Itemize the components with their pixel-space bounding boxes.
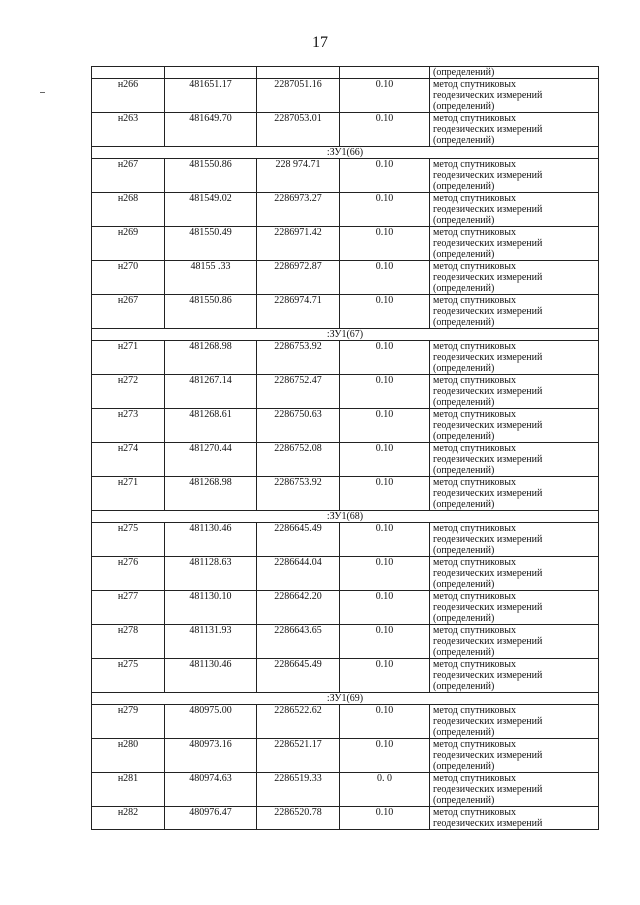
method-line: геодезических измерений	[433, 238, 543, 249]
accuracy: 0.10	[340, 807, 430, 830]
table-row	[92, 625, 599, 659]
method-line: геодезических измерений	[433, 124, 543, 135]
method-line: геодезических измерений	[433, 272, 543, 283]
accuracy: 0.10	[340, 375, 430, 409]
method-line: метод спутниковых	[433, 523, 516, 534]
method-line: геодезических измерений	[433, 784, 543, 795]
y-coordinate: 2287053.01	[257, 113, 340, 147]
y-coordinate: 2286752.47	[257, 375, 340, 409]
method-cell	[430, 659, 599, 693]
x-coordinate: 480975.00	[165, 705, 257, 739]
point-id: н280	[92, 739, 165, 773]
x-coordinate: 480973.16	[165, 739, 257, 773]
method-line: метод спутниковых	[433, 261, 516, 272]
y-coordinate: 2286522.62	[257, 705, 340, 739]
y-coordinate: 2286645.49	[257, 523, 340, 557]
method-line: геодезических измерений	[433, 716, 543, 727]
point-id: н272	[92, 375, 165, 409]
table-row	[92, 443, 599, 477]
y-coordinate: 2286643.65	[257, 625, 340, 659]
point-id: н278	[92, 625, 165, 659]
y-coordinate: 2286521.17	[257, 739, 340, 773]
method-line: геодезических измерений	[433, 386, 543, 397]
method-line: (определений)	[433, 681, 495, 692]
x-coordinate: 481651.17	[165, 79, 257, 113]
y-coordinate: 2286974.71	[257, 295, 340, 329]
method-cell	[430, 591, 599, 625]
method-line: геодезических измерений	[433, 306, 543, 317]
table-row	[92, 773, 599, 807]
method-line: (определений)	[433, 317, 495, 328]
x-coordinate: 481130.10	[165, 591, 257, 625]
y-coordinate: 2286752.08	[257, 443, 340, 477]
table-row	[92, 739, 599, 773]
x-coordinate: 481268.61	[165, 409, 257, 443]
method-line: (определений)	[433, 579, 495, 590]
point-id: н273	[92, 409, 165, 443]
method-line: геодезических измерений	[433, 352, 543, 363]
x-coordinate: 481267.14	[165, 375, 257, 409]
method-line: (определений)	[433, 135, 495, 146]
method-line: (определений)	[433, 181, 495, 192]
method-line: метод спутниковых	[433, 159, 516, 170]
accuracy: 0.10	[340, 79, 430, 113]
method-line: метод спутниковых	[433, 295, 516, 306]
x-coordinate: 480976.47	[165, 807, 257, 830]
method-cell	[430, 193, 599, 227]
x-coordinate: 481550.86	[165, 295, 257, 329]
point-id: н275	[92, 659, 165, 693]
method-line: геодезических измерений	[433, 170, 543, 181]
method-line: (определений)	[433, 545, 495, 556]
method-line: (определений)	[433, 761, 495, 772]
accuracy: 0.10	[340, 557, 430, 591]
group-header-row	[92, 693, 599, 705]
x-coordinate: 481130.46	[165, 523, 257, 557]
method-line: геодезических измерений	[433, 204, 543, 215]
method-cell	[430, 227, 599, 261]
accuracy: 0.10	[340, 477, 430, 511]
method-line: (определений)	[433, 431, 495, 442]
point-id: н279	[92, 705, 165, 739]
method-line: метод спутниковых	[433, 113, 516, 124]
x-coordinate: 481549.02	[165, 193, 257, 227]
method-line: метод спутниковых	[433, 659, 516, 670]
method-line: геодезических измерений	[433, 670, 543, 681]
method-cell	[430, 375, 599, 409]
table-row	[92, 261, 599, 295]
method-line: метод спутниковых	[433, 739, 516, 750]
point-id: н267	[92, 295, 165, 329]
group-label: :ЗУ1(67)	[92, 329, 599, 341]
method-line: метод спутниковых	[433, 625, 516, 636]
method-line: (определений)	[433, 363, 495, 374]
table-row	[92, 79, 599, 113]
point-id: н282	[92, 807, 165, 830]
method-line: геодезических измерений	[433, 534, 543, 545]
method-cell	[430, 557, 599, 591]
method-cell	[430, 523, 599, 557]
table-row	[92, 557, 599, 591]
group-header-row	[92, 329, 599, 341]
table-row	[92, 807, 599, 830]
accuracy: 0. 0	[340, 773, 430, 807]
carry-over-row	[92, 67, 599, 79]
table-row	[92, 659, 599, 693]
page-number: 17	[312, 34, 328, 51]
accuracy: 0.10	[340, 227, 430, 261]
x-coordinate: 481130.46	[165, 659, 257, 693]
x-coordinate: 48155 .33	[165, 261, 257, 295]
table-row	[92, 159, 599, 193]
method-cell	[430, 113, 599, 147]
method-cell	[430, 739, 599, 773]
x-coordinate: 481550.86	[165, 159, 257, 193]
method-line: метод спутниковых	[433, 773, 516, 784]
y-coordinate: 2286644.04	[257, 557, 340, 591]
method-cell	[430, 807, 599, 830]
y-coordinate: 2287051.16	[257, 79, 340, 113]
method-line: (определений)	[433, 283, 495, 294]
accuracy: 0.10	[340, 295, 430, 329]
point-id: н266	[92, 79, 165, 113]
method-line: геодезических измерений	[433, 636, 543, 647]
method-line: метод спутниковых	[433, 227, 516, 238]
y-coordinate: 2286973.27	[257, 193, 340, 227]
method-line: метод спутниковых	[433, 807, 516, 818]
table-row	[92, 341, 599, 375]
y-coordinate: 2286520.78	[257, 807, 340, 830]
method-cell	[430, 773, 599, 807]
table-row	[92, 113, 599, 147]
accuracy: 0.10	[340, 739, 430, 773]
method-cell	[430, 261, 599, 295]
point-id: н270	[92, 261, 165, 295]
method-line: метод спутниковых	[433, 591, 516, 602]
point-id: н268	[92, 193, 165, 227]
method-cell	[430, 443, 599, 477]
point-id: н271	[92, 341, 165, 375]
group-label: :ЗУ1(68)	[92, 511, 599, 523]
x-coordinate: 480974.63	[165, 773, 257, 807]
table-row	[92, 523, 599, 557]
x-coordinate: 481268.98	[165, 341, 257, 375]
method-line: геодезических измерений	[433, 750, 543, 761]
accuracy: 0.10	[340, 341, 430, 375]
point-id: н281	[92, 773, 165, 807]
table-row	[92, 375, 599, 409]
method-line: (определений)	[433, 499, 495, 510]
point-id: н267	[92, 159, 165, 193]
method-line: (определений)	[433, 101, 495, 112]
method-line: (определений)	[433, 795, 495, 806]
accuracy: 0.10	[340, 625, 430, 659]
table-row	[92, 193, 599, 227]
coordinates-table	[91, 66, 599, 830]
method-line: метод спутниковых	[433, 443, 516, 454]
method-line: (определений)	[433, 397, 495, 408]
method-line: метод спутниковых	[433, 375, 516, 386]
method-cell	[430, 625, 599, 659]
method-line: метод спутниковых	[433, 79, 516, 90]
method-cell: (определений)	[430, 67, 599, 79]
method-cell	[430, 159, 599, 193]
y-coordinate: 2286972.87	[257, 261, 340, 295]
table-row	[92, 227, 599, 261]
method-line: метод спутниковых	[433, 409, 516, 420]
y-coordinate: 2286642.20	[257, 591, 340, 625]
method-line: (определений)	[433, 465, 495, 476]
accuracy: 0.10	[340, 443, 430, 477]
table-row	[92, 591, 599, 625]
point-id: н263	[92, 113, 165, 147]
method-line: (определений)	[433, 215, 495, 226]
method-line: метод спутниковых	[433, 477, 516, 488]
method-cell	[430, 341, 599, 375]
accuracy: 0.10	[340, 591, 430, 625]
y-coordinate: 2286753.92	[257, 477, 340, 511]
group-header-row	[92, 511, 599, 523]
y-coordinate: 2286750.63	[257, 409, 340, 443]
method-line: (определений)	[433, 647, 495, 658]
x-coordinate: 481270.44	[165, 443, 257, 477]
method-line: (определений)	[433, 613, 495, 624]
x-coordinate: 481550.49	[165, 227, 257, 261]
y-coordinate: 2286753.92	[257, 341, 340, 375]
accuracy: 0.10	[340, 113, 430, 147]
y-coordinate: 228 974.71	[257, 159, 340, 193]
method-cell	[430, 79, 599, 113]
table-row	[92, 477, 599, 511]
table-row	[92, 295, 599, 329]
point-id: н271	[92, 477, 165, 511]
method-line: геодезических измерений	[433, 454, 543, 465]
point-id: н269	[92, 227, 165, 261]
group-header-row	[92, 147, 599, 159]
accuracy: 0.10	[340, 659, 430, 693]
method-cell	[430, 295, 599, 329]
group-label: :ЗУ1(69)	[92, 693, 599, 705]
method-line: геодезических измерений	[433, 90, 543, 101]
accuracy: 0.10	[340, 261, 430, 295]
accuracy: 0.10	[340, 409, 430, 443]
y-coordinate: 2286971.42	[257, 227, 340, 261]
x-coordinate: 481268.98	[165, 477, 257, 511]
method-cell	[430, 705, 599, 739]
table-row	[92, 705, 599, 739]
table-row	[92, 409, 599, 443]
method-line: метод спутниковых	[433, 705, 516, 716]
method-line: геодезических измерений	[433, 602, 543, 613]
method-line: метод спутниковых	[433, 557, 516, 568]
method-line: геодезических измерений	[433, 568, 543, 579]
method-line: (определений)	[433, 249, 495, 260]
accuracy: 0.10	[340, 523, 430, 557]
method-line: метод спутниковых	[433, 341, 516, 352]
method-line: (определений)	[433, 727, 495, 738]
group-label: :ЗУ1(66)	[92, 147, 599, 159]
accuracy: 0.10	[340, 159, 430, 193]
margin-mark	[40, 92, 45, 93]
y-coordinate: 2286519.33	[257, 773, 340, 807]
method-line: геодезических измерений	[433, 420, 543, 431]
accuracy: 0.10	[340, 705, 430, 739]
point-id: н274	[92, 443, 165, 477]
accuracy: 0.10	[340, 193, 430, 227]
method-cell	[430, 409, 599, 443]
point-id: н277	[92, 591, 165, 625]
method-line: геодезических измерений	[433, 818, 543, 829]
x-coordinate: 481649.70	[165, 113, 257, 147]
point-id: н276	[92, 557, 165, 591]
method-line: геодезических измерений	[433, 488, 543, 499]
point-id: н275	[92, 523, 165, 557]
x-coordinate: 481128.63	[165, 557, 257, 591]
method-line: метод спутниковых	[433, 193, 516, 204]
x-coordinate: 481131.93	[165, 625, 257, 659]
method-cell	[430, 477, 599, 511]
y-coordinate: 2286645.49	[257, 659, 340, 693]
